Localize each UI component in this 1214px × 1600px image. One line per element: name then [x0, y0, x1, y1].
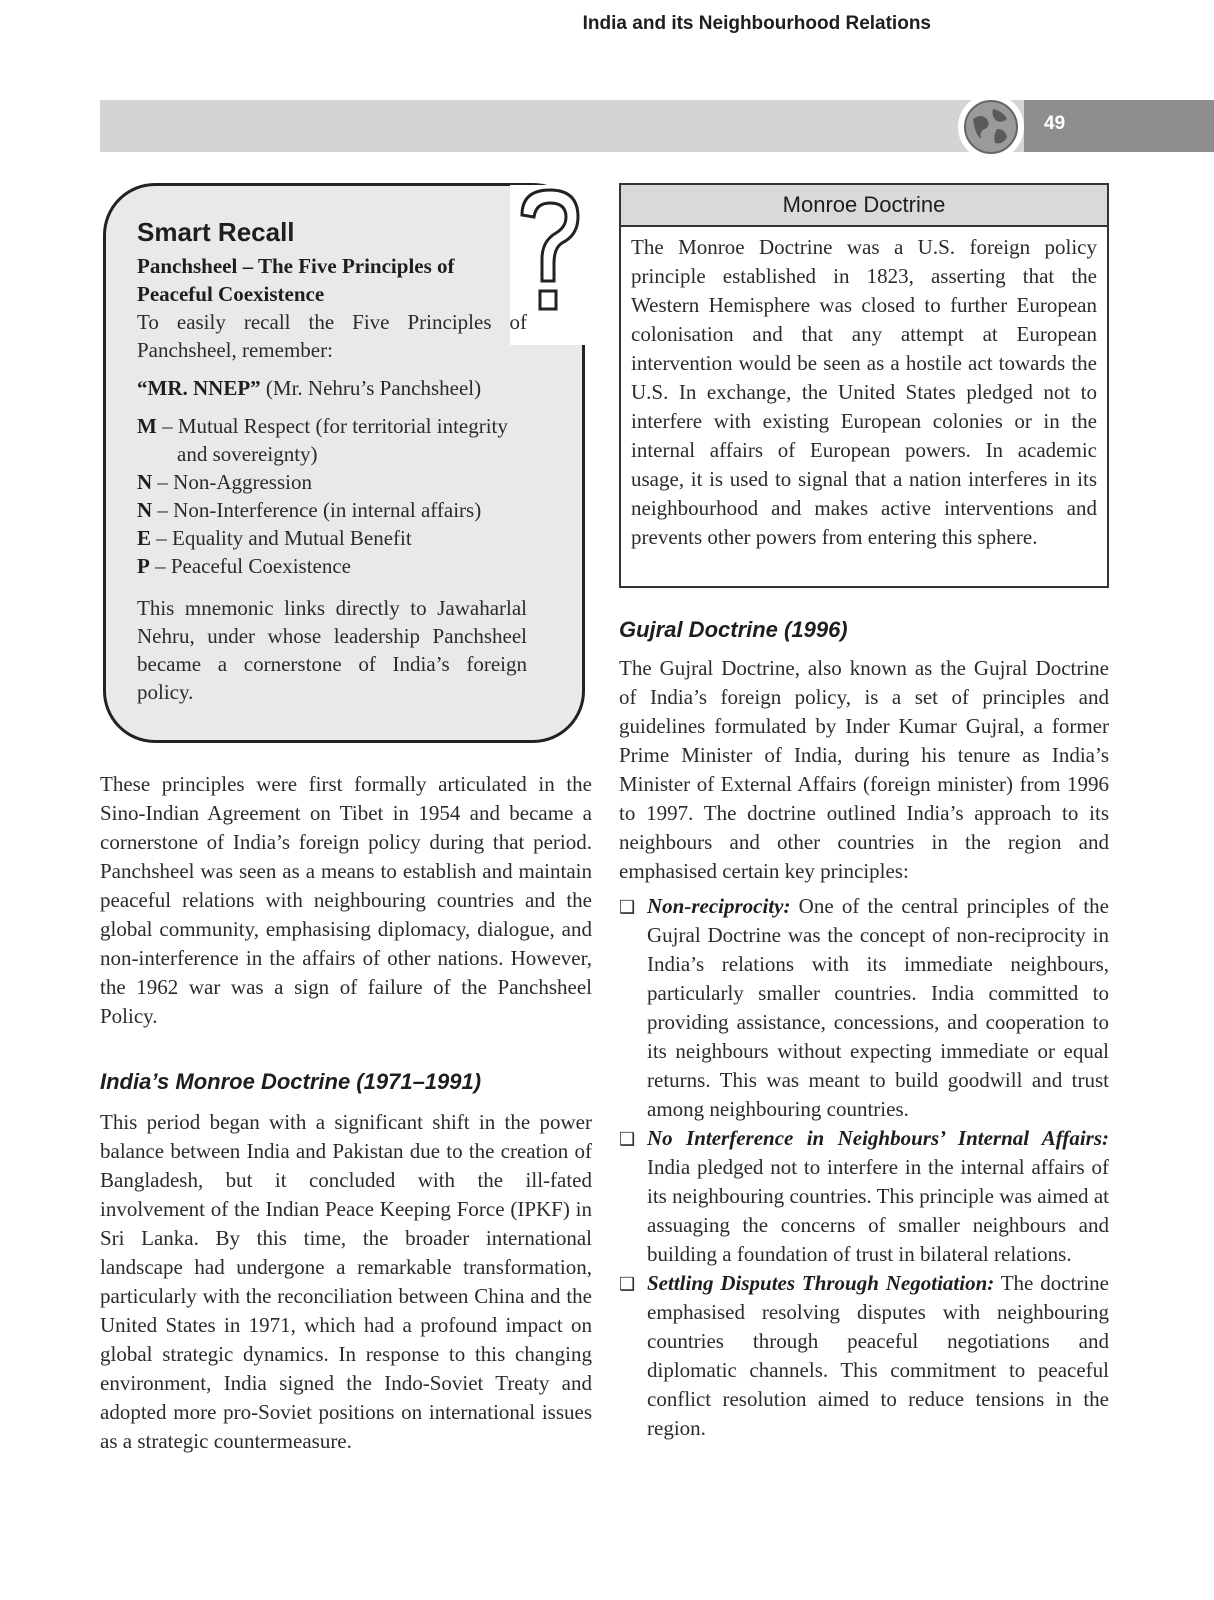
gujral-doctrine-heading: Gujral Doctrine (1996): [619, 617, 848, 642]
list-item: ❑ Settling Disputes Through Negotiation: The doctrine emphasised resolving disputes with neighbouring countries through peaceful negotiations and diplomatic channels. This commitment to peaceful conflict resolution aimed to reduce tensions in the region.: [619, 1271, 1109, 1440]
left-paragraph-2: This period began with a significant shift in the power balance between India and Pakistan due to the creation of Bangladesh, but it concluded with the ill-fated involvement of the Indian Peace Keeping Force (IPKF) in Sri Lanka. By this time, the broader international landscape had undergone a remarkable transformation, particularly with the reconciliation between China and the United States in 1971, which had a profound impact on global strategic dynamics. In response to this changing environment, India signed the Indo-Soviet Treaty and adopted more pro-Soviet positions on international issues as a strategic countermeasure.: [100, 1110, 592, 1453]
list-item: E – Equality and Mutual Benefit: [137, 526, 412, 550]
smart-recall-footer: This mnemonic links directly to Jawaharlal Nehru, under whose leadership Panchsheel became a cornerstone of India’s foreign policy.: [137, 596, 527, 704]
checkbox-bullet-icon: ❑: [619, 1274, 636, 1294]
mnemonic-bold: “MR. NNEP”: [137, 376, 261, 400]
mnemonic-rest: (Mr. Nehru’s Panchsheel): [260, 376, 482, 400]
monroe-box-body: The Monroe Doctrine was a U.S. foreign policy principle established in 1823, asserting that the Western Hemisphere was closed to further European colonisation and that any attempt at European intervention would be seen as a hostile act towards the U.S. In exchange, the United States pledged not to interfere with existing European colonies or in the internal affairs of European powers. In academic usage, it is used to signal that a nation interferes in its neighbourhood and makes active interventions and prevents other powers from entering this sphere.: [631, 235, 1097, 549]
mnemonic: [137, 374, 527, 402]
smart-recall-subtitle: Panchsheel – The Five Principles of Peaceful Coexistence: [137, 254, 455, 306]
chapter-title: India and its Neighbourhood Relations: [582, 13, 931, 34]
monroe-doctrine-box: [619, 183, 1109, 588]
list-item: ❑ Non-reciprocity: One of the central principles of the Gujral Doctrine was the concept of non-reciprocity in India’s relations with its immediate neighbours, particularly smaller countries. India committed to providing assistance, concessions, and cooperation to its neighbours without expecting immediate or equal returns. This was meant to build goodwill and trust among neighbouring countries.: [619, 894, 1109, 1121]
smart-recall-intro: To easily recall the Five Principles of Panchsheel, remember:: [137, 310, 527, 362]
monroe-doctrine-heading: India’s Monroe Doctrine (1971–1991): [100, 1069, 482, 1094]
list-item: M – Mutual Respect (for territorial integrity and sovereignty): [137, 414, 508, 466]
checkbox-bullet-icon: ❑: [619, 1129, 636, 1149]
list-item: P – Peaceful Coexistence: [137, 554, 351, 578]
list-item: ❑ No Interference in Neighbours’ Internal Affairs: India pledged not to interfere in the internal affairs of its neighbouring countries. This principle was aimed at assuaging the concerns of smaller neighbours and building a foundation of trust in bilateral relations.: [619, 1126, 1109, 1266]
left-paragraph-1: These principles were first formally articulated in the Sino-Indian Agreement on Tibet in 1954 and became a cornerstone of India’s foreign policy during that period. Panchsheel was seen as a means to establish and maintain peaceful relations with neighbouring countries and the global community, emphasising diplomacy, dialogue, and non-interference in the affairs of other nations. However, the 1962 war was a sign of failure of the Panchsheel Policy.: [100, 772, 592, 1028]
gujral-intro: The Gujral Doctrine, also known as the Gujral Doctrine of India’s foreign policy, is a set of principles and guidelines formulated by Inder Kumar Gujral, a former Prime Minister of India, during his tenure as India’s Minister of External Affairs (foreign minister) from 1996 to 1997. The doctrine outlined India’s approach to its neighbours and other countries in the region and emphasised certain key principles:: [619, 656, 1109, 883]
checkbox-bullet-icon: ❑: [619, 897, 636, 917]
smart-recall-title: Smart Recall: [137, 217, 295, 247]
list-item: N – Non-Aggression: [137, 470, 312, 494]
monroe-box-title: Monroe Doctrine: [621, 185, 1107, 227]
page-number: 49: [1044, 113, 1066, 134]
list-item: N – Non-Interference (in internal affairs): [137, 498, 482, 522]
right-column-body: [619, 654, 1109, 1443]
globe-icon: [958, 94, 1024, 160]
smart-recall-content: [137, 218, 527, 706]
